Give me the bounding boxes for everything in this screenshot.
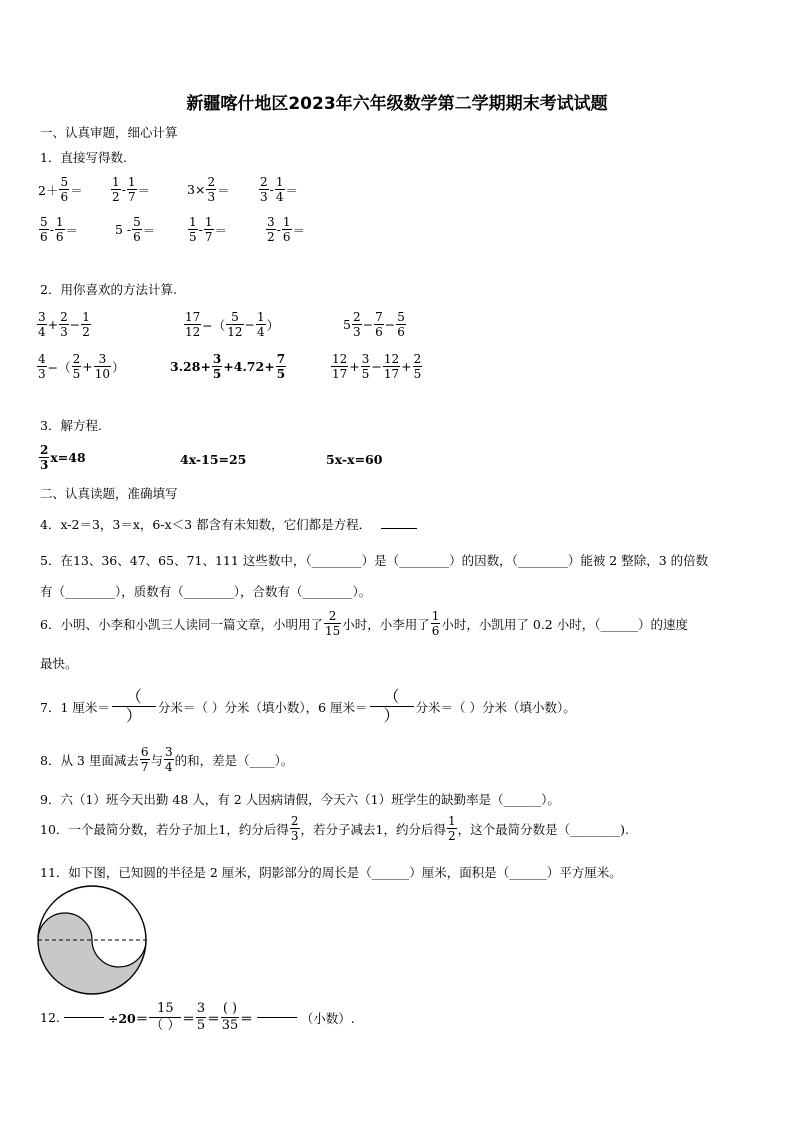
- page-title: 新疆喀什地区2023年六年级数学第二学期期末考试试题: [186, 94, 608, 114]
- question-4: [40, 515, 417, 533]
- question-3-label: 3．解方程.: [40, 418, 102, 433]
- question-8: 8．从 3 里面减去 $\frac{6}{7}$ 与 $\frac{3}{4}$ 的和，差是（____）。: [40, 745, 294, 774]
- question-5-line-1: 5．在13、36、47、65、71、111 这些数中，（________）是（________）的因数，（________）能被 2 整除，3 的倍数: [40, 553, 709, 568]
- q2-expr-6: $\frac{12}{17}$ + $\frac{3}{5}$ − $\frac{12}{17}$ + $\frac{2}{5}$: [332, 352, 422, 381]
- answer-blank[interactable]: [64, 1017, 104, 1018]
- q1-expr-1-fraction: $\frac{5}{6}$: [60, 175, 69, 204]
- q3-equation-2: 4x-15=25: [180, 452, 247, 467]
- q2-expr-2: $\frac{17}{12}$ −（ $\frac{5}{12}$ − $\frac{1}{4}$ ）: [185, 310, 280, 339]
- q2-expr-3: 5 $\frac{2}{3}$ − $\frac{7}{6}$ − $\frac{5}{6}$: [343, 310, 405, 339]
- question-4-text: 4．x-2＝3，3＝x，6-x＜3 都含有未知数，它们都是方程．: [40, 517, 372, 532]
- question-6: 6．小明、小李和小凯三人读同一篇文章，小明用了 $\frac{2}{15}$ 小时，小李用了 $\frac{1}{6}$ 小时，小凯用了 0.2 小时，（______）的速度: [40, 609, 688, 638]
- q1-expr-2: $\frac{1}{2}$ - $\frac{1}{7}$ ＝: [112, 175, 151, 204]
- question-7: 7．1 厘米＝ （ ） 分米＝（ ）分米（填小数），6 厘米＝ （ ） 分米＝（ ）分米（填小数）。: [40, 687, 576, 725]
- q3-equation-1: $\frac{2}{3}$ x=48: [40, 443, 86, 472]
- question-5-line-2: 有（________），质数有（________），合数有（________）。: [40, 584, 372, 599]
- question-10: 10．一个最简分数，若分子加上1，约分后得 $\frac{2}{3}$ ，若分子减去1，约分后得 $\frac{1}{2}$ ，这个最简分数是（________).: [40, 814, 629, 843]
- q1-expr-7: $\frac{1}{5}$ - $\frac{1}{7}$ ＝: [189, 215, 228, 244]
- q1-expr-1-eq: ＝: [70, 182, 83, 198]
- section-heading-1: 一、认真审题，细心计算: [40, 125, 178, 140]
- q2-expr-1: $\frac{3}{4}$ + $\frac{2}{3}$ − $\frac{1}{2}$: [38, 310, 90, 339]
- q1-expr-1: [38, 175, 83, 204]
- question-9: 9．六（1）班今天出勤 48 人，有 2 人因病请假，今天六（1）班学生的缺勤率是（______）。: [40, 792, 560, 807]
- q2-expr-4: $\frac{4}{3}$ −（ $\frac{2}{5}$ + $\frac{3}{10}$ ）: [38, 352, 125, 381]
- answer-blank[interactable]: [257, 1017, 297, 1018]
- q1-expr-3: 3× $\frac{2}{3}$ ＝: [187, 175, 230, 204]
- question-11: 11．如下图，已知圆的半径是 2 厘米，阴影部分的周长是（______）厘米，面积是（______）平方厘米。: [40, 865, 622, 880]
- q1-expr-4: $\frac{2}{3}$ - $\frac{1}{4}$ ＝: [260, 175, 299, 204]
- fraction-blank[interactable]: （ ）: [112, 688, 156, 725]
- question-1-label: 1．直接写得数.: [40, 150, 127, 165]
- fraction-blank[interactable]: （ ）: [370, 688, 414, 725]
- q1-expr-1-pre: 2＋: [38, 182, 59, 198]
- q3-equation-3: 5x-x=60: [326, 452, 383, 467]
- q1-expr-8: $\frac{3}{2}$ - $\frac{1}{6}$ ＝: [267, 215, 306, 244]
- question-2-label: 2．用你喜欢的方法计算.: [40, 282, 177, 297]
- answer-blank[interactable]: [381, 528, 417, 529]
- q1-expr-6: 5 - $\frac{5}{6}$ ＝: [115, 215, 156, 244]
- question-12: 12. ÷20＝ $\frac{15}{( )}$ ＝ $\frac{3}{5}$ ＝ $\frac{( )}{35}$ ＝ （小数）.: [40, 1001, 355, 1033]
- question-6-line-2: 最快。: [40, 656, 78, 671]
- q1-expr-5: $\frac{5}{6}$ - $\frac{1}{6}$ ＝: [40, 215, 79, 244]
- section-heading-2: 二、认真读题，准确填写: [40, 486, 178, 501]
- circle-shaded-figure: [36, 884, 148, 996]
- q2-expr-5: 3.28+ $\frac{3}{5}$ +4.72+ $\frac{7}{5}$: [170, 352, 286, 381]
